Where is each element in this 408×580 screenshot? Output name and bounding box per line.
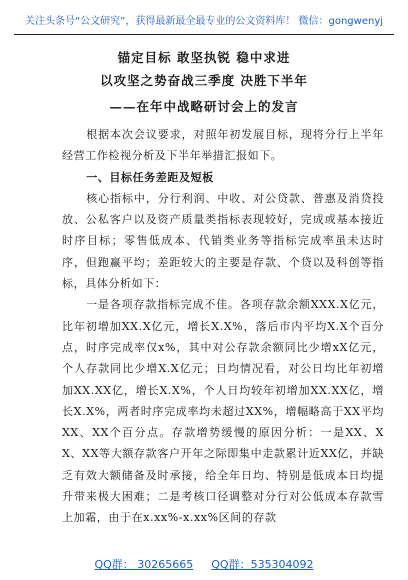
- footer-qq-group-2: QQ群：535304092: [211, 558, 314, 571]
- core-indicators-paragraph: 核心指标中，分行利润、中收、对公贷款、普惠及消贷投放、公私客户以及资产质量类指标表现较好，完成或基本接近时序目标；零售低成本、代销类业务等指标完成率虽未达时序，但跑赢平均；差距较大的主要是存款、个贷以及科创等指标，具体分析如下：: [62, 191, 384, 291]
- intro-paragraph: 根据本次会议要求，对照年初发展目标，现将分行上半年经营工作检视分析及下半年举措汇报如下。: [62, 128, 384, 163]
- document-titles: [0, 48, 408, 118]
- title-line-2: 以攻坚之势奋战三季度 决胜下半年: [100, 73, 308, 88]
- footer-qq-group-1: QQ群： 30265665: [94, 558, 194, 571]
- title-line-1: 锚定目标 敢坚执锐 稳中求进: [117, 50, 291, 65]
- deposit-paragraph: 一是各项存款指标完成不佳。各项存款余额XXX.X亿元，比年初增加XX.X亿元，增长X.X%，落后市内平均X.X个百分点，时序完成率仅x%，其中对公存款余额同比少增xX亿元，个人存款同比少增X.X亿元；日均情况看，对公日均比年初增加XX.XX亿，增长X.X%，个人日均较年初增加XX.XX亿，增长X.X%，两者时序完成率均未超过XX%，增幅略高于XX平均XX、XX个百分点。存款增势缓慢的原因分析：一是XX、XX、XX等大额存款客户开年之际即集中走款累计近XX亿，并缺乏有效大额储备及时承接，给全年日均、特别是低成本日均提升带来极大困难；二是考核口径调整对分行对公低成本存款雪上加霜，由于在x.xx%-x.xx%区间的存款: [62, 298, 384, 525]
- subtitle-line: ——在年中战略研讨会上的发言: [109, 99, 299, 114]
- document-body: [62, 124, 384, 529]
- header-bar: [14, 4, 394, 35]
- section-heading: 一、目标任务差距及短板: [86, 170, 214, 184]
- footer: [0, 556, 408, 572]
- header-promo-text: 关注头条号“公文研究”，获得最新最全最专业的公文资料库！ 微信：gongwenyj: [24, 16, 384, 27]
